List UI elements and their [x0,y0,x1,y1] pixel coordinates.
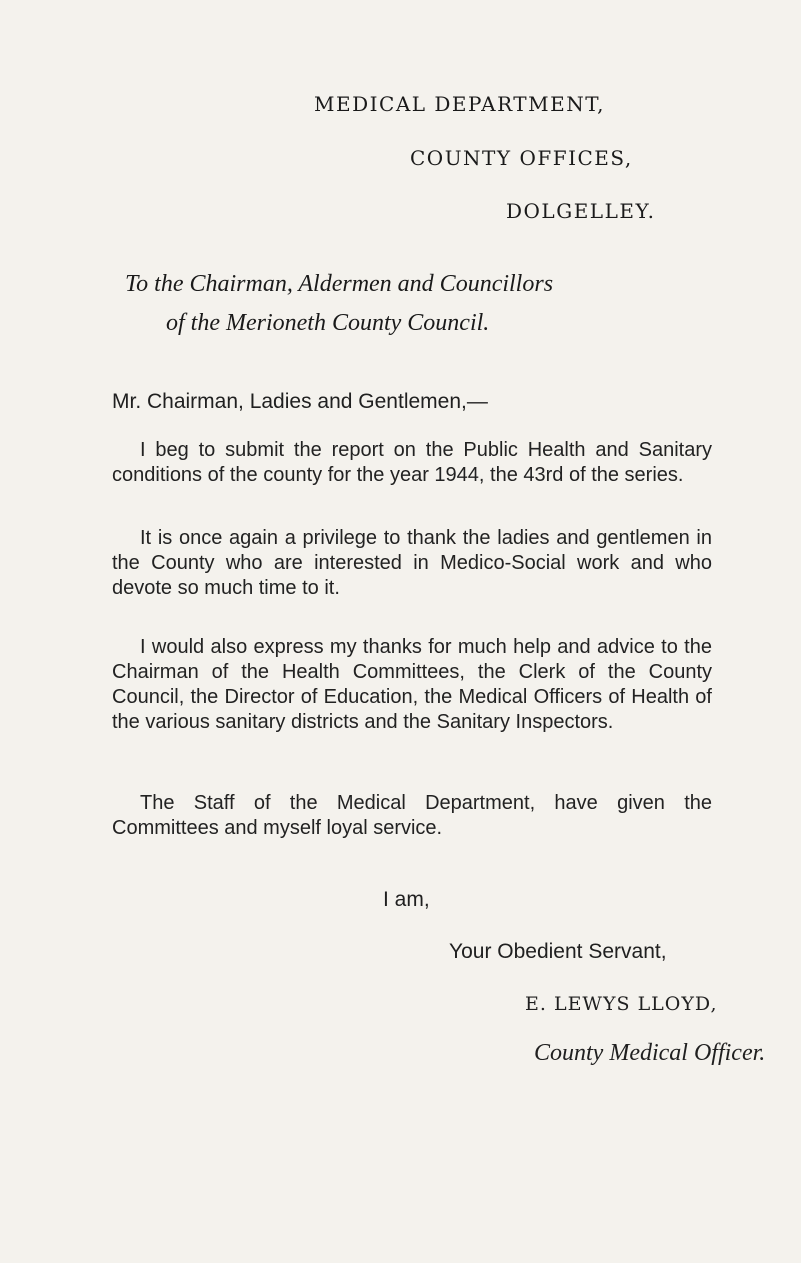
letterhead-town: DOLGELLEY. [506,199,656,223]
paragraph-privilege: It is once again a privilege to thank the ladies and gentlemen in the County who are interested in Medico-Social work and who devote so much time to it. [112,527,712,599]
closing-i-am: I am, [383,888,430,911]
paragraph-thanks: I would also express my thanks for much help and advice to the Chairman of the Health Committees, the Clerk of the County Council, the Director of Education, the Medical Officers of Health of the various sanitary districts and the Sanitary Inspectors. [112,636,712,733]
addressee-line-1: To the Chairman, Aldermen and Councillors [125,271,554,297]
signature-title: County Medical Officer. [534,1040,766,1066]
letterhead-department: MEDICAL DEPARTMENT, [314,92,605,116]
paragraph-staff: The Staff of the Medical Department, have given the Committees and myself loyal service. [112,792,712,839]
closing-servant: Your Obedient Servant, [449,940,667,963]
signature-name: E. LEWYS LLOYD, [525,993,718,1015]
salutation: Mr. Chairman, Ladies and Gentlemen,— [112,390,488,413]
paragraph-report: I beg to submit the report on the Public Health and Sanitary conditions of the county for the year 1944, the 43rd of the series. [112,439,712,486]
addressee-line-2: of the Merioneth County Council. [166,310,490,336]
letterhead-offices: COUNTY OFFICES, [410,146,633,170]
